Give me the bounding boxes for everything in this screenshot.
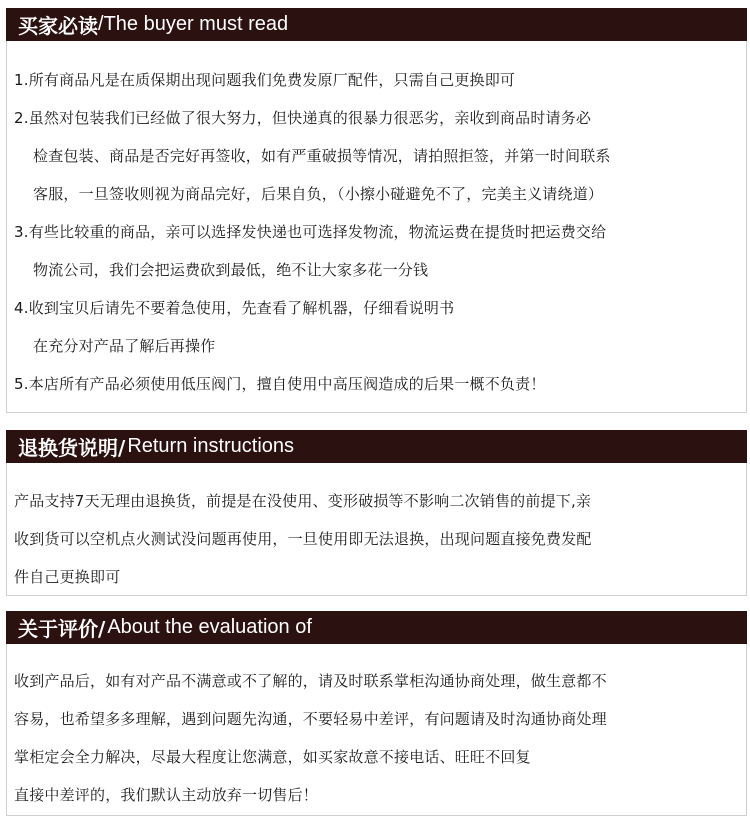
list-item: 3.有些比较重的商品，亲可以选择发快递也可选择发物流，物流运费在提货时把运费交给 [14,223,607,241]
section-title-cn: 关于评价/ [18,617,106,641]
section-header-evaluation [6,611,747,644]
paragraph-line: 收到货可以空机点火测试没问题再使用，一旦使用即无法退换，出现问题直接免费发配 [14,530,592,548]
section-header-return-instructions [6,430,747,463]
paragraph-line: 掌柜定会全力解决，尽最大程度让您满意，如买家故意不接电话、旺旺不回复 [14,748,531,766]
section-title-en: Return instructions [127,435,295,457]
paragraph-line: 容易，也希望多多理解，遇到问题先沟通，不要轻易中差评，有问题请及时沟通协商处理 [14,710,607,728]
paragraph-line: 直接中差评的，我们默认主动放弃一切售后！ [14,786,319,804]
section-title-separator: / [98,13,104,35]
section-title-en: The buyer must read [103,13,289,35]
list-item: 物流公司，我们会把运费砍到最低，绝不让大家多花一分钱 [33,261,429,279]
list-item: 1.所有商品凡是在质保期出现问题我们免费发原厂配件，只需自己更换即可 [14,71,516,89]
paragraph-line: 产品支持7天无理由退换货，前提是在没使用、变形破损等不影响二次销售的前提下,亲 [14,492,592,510]
list-item: 5.本店所有产品必须使用低压阀门，擅自使用中高压阀造成的后果一概不负责！ [14,375,546,393]
section-header-buyer-must-read [6,8,747,41]
section-title-cn: 退换货说明/ [18,436,126,460]
list-item: 客服，一旦签收则视为商品完好，后果自负，（小擦小碰避免不了，完美主义请绕道） [33,185,604,203]
section-title-cn: 买家必读 [18,14,98,38]
paragraph-line: 件自己更换即可 [14,568,121,586]
list-item: 检查包装、商品是否完好再签收，如有严重破损等情况，请拍照拒签，并第一时间联系 [33,147,611,165]
paragraph-line: 收到产品后，如有对产品不满意或不了解的，请及时联系掌柜沟通协商处理，做生意都不 [14,672,607,690]
list-item: 2.虽然对包装我们已经做了很大努力，但快递真的很暴力很恶劣，亲收到商品时请务必 [14,109,592,127]
list-item: 在充分对产品了解后再操作 [33,337,216,355]
section-title-en: About the evaluation of [107,616,312,638]
list-item: 4.收到宝贝后请先不要着急使用，先查看了解机器，仔细看说明书 [14,299,455,317]
